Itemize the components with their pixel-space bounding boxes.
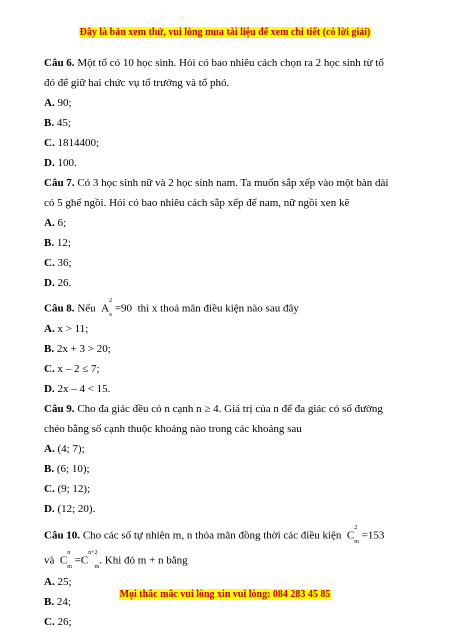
math-symbol: C: [346, 529, 355, 542]
option-key: C.: [44, 137, 55, 149]
math-expression: [60, 551, 99, 573]
answer-option: [44, 276, 71, 290]
option-text: 25;: [54, 576, 72, 588]
question-text: Có 3 học sinh nữ và 2 học sinh nam. Ta muốn sắp xếp vào một bàn dài: [74, 177, 389, 189]
answer-option: [44, 342, 111, 356]
math-expression: [101, 299, 132, 321]
question-9-line-2: [44, 422, 302, 436]
contact-footer-text: Mọi thắc mắc vui lòng xin vui lòng: 084 283 45 85: [119, 589, 331, 600]
math-value: =90: [112, 302, 133, 315]
option-key: C.: [44, 616, 55, 628]
question-label: Câu 7.: [44, 177, 75, 189]
answer-option: [44, 116, 71, 130]
option-key: D.: [44, 157, 55, 169]
question-10-line-1: [44, 526, 384, 548]
math-superscript: 2: [354, 525, 358, 531]
question-text: thì x thoả mãn điều kiện nào sau đây: [134, 302, 299, 315]
option-text: x > 11;: [54, 323, 89, 335]
answer-option: [44, 382, 110, 396]
math-subscript: m: [94, 563, 100, 570]
option-text: (12; 20).: [54, 503, 96, 515]
math-subscript: m: [67, 563, 72, 570]
option-key: A.: [44, 217, 55, 229]
math-operator: =C: [71, 554, 89, 567]
math-value: =153: [358, 529, 385, 542]
preview-banner: [0, 27, 450, 38]
option-key: D.: [44, 383, 55, 395]
option-key: A.: [44, 576, 55, 588]
answer-option: [44, 236, 71, 250]
question-label: Câu 10.: [44, 529, 81, 542]
answer-option: [44, 502, 95, 516]
question-6-line-2: [44, 76, 229, 90]
answer-option: [44, 322, 88, 336]
option-text: 45;: [54, 117, 71, 129]
option-key: C.: [44, 483, 55, 495]
option-key: B.: [44, 237, 55, 249]
question-text: Cho đa giác đều có n cạnh n ≥ 4. Giá trị của n để đa giác có số đường: [74, 403, 383, 415]
question-text: . Khi đó m + n bằng: [99, 554, 188, 567]
option-text: 2x + 3 > 20;: [54, 343, 111, 355]
answer-option: [44, 482, 90, 496]
answer-option: [44, 615, 72, 629]
option-text: 2x – 4 < 15.: [54, 383, 111, 395]
preview-banner-text: Đây là bản xem thử, vui lòng mua tài liệu để xem chi tiết (có lời giải): [79, 27, 371, 38]
answer-option: [44, 256, 72, 270]
answer-option: [44, 575, 72, 589]
option-key: A.: [44, 323, 55, 335]
option-key: C.: [44, 257, 55, 269]
answer-option: [44, 156, 77, 170]
question-6-line-1: [44, 56, 384, 70]
option-key: B.: [44, 596, 55, 608]
option-text: 26;: [54, 616, 72, 628]
option-text: 6;: [54, 217, 67, 229]
question-text: có 5 ghế ngồi. Hỏi có bao nhiêu cách sắp xếp để nam, nữ ngồi xen kẽ: [44, 197, 350, 209]
math-symbol: A: [101, 302, 110, 315]
question-7-line-2: [44, 196, 349, 210]
answer-option: [44, 216, 66, 230]
question-text: Cho các số tự nhiên m, n thỏa mãn đồng thời các điều kiện: [80, 529, 342, 542]
answer-option: [44, 442, 85, 456]
question-text: đó để giữ hai chức vụ tổ trưởng và tổ phó.: [44, 77, 230, 89]
option-text: 12;: [54, 237, 71, 249]
question-9-line-1: [44, 402, 383, 416]
answer-option: [44, 136, 99, 150]
question-text: chéo bằng số cạnh thuộc khoảng nào trong các khoảng sau: [44, 423, 302, 435]
question-text: Một tổ có 10 học sinh. Hỏi có bao nhiêu cách chọn ra 2 học sinh từ tổ: [74, 57, 384, 69]
math-symbol: C: [59, 554, 68, 567]
option-key: B.: [44, 117, 55, 129]
option-text: 100.: [54, 157, 77, 169]
option-key: C.: [44, 363, 55, 375]
question-text: Nếu: [74, 302, 96, 315]
math-superscript: n+2: [88, 550, 98, 556]
option-text: 26.: [54, 277, 72, 289]
option-text: (4; 7);: [54, 443, 85, 455]
question-text: và: [44, 554, 55, 567]
option-text: 90;: [54, 97, 72, 109]
question-label: Câu 9.: [44, 403, 75, 415]
option-key: A.: [44, 97, 55, 109]
contact-footer: [0, 589, 450, 600]
option-key: B.: [44, 343, 55, 355]
question-label: Câu 8.: [44, 302, 75, 315]
option-text: 24;: [54, 596, 71, 608]
math-superscript: n: [67, 550, 71, 556]
question-10-line-2: [44, 551, 188, 573]
answer-option: [44, 362, 100, 376]
option-key: D.: [44, 503, 55, 515]
math-expression: [347, 526, 384, 548]
option-key: A.: [44, 443, 55, 455]
option-text: 36;: [54, 257, 72, 269]
option-key: D.: [44, 277, 55, 289]
answer-option: [44, 462, 90, 476]
math-subscript: m: [354, 538, 359, 545]
answer-option: [44, 96, 72, 110]
math-subscript: x: [109, 311, 113, 318]
question-8-line-1: [44, 299, 299, 321]
question-label: Câu 6.: [44, 57, 75, 69]
option-text: (6; 10);: [54, 463, 90, 475]
option-key: B.: [44, 463, 55, 475]
option-text: 1814400;: [54, 137, 100, 149]
option-text: (9; 12);: [54, 483, 91, 495]
option-text: x – 2 ≤ 7;: [54, 363, 100, 375]
math-superscript: 2: [109, 298, 113, 304]
question-7-line-1: [44, 176, 388, 190]
